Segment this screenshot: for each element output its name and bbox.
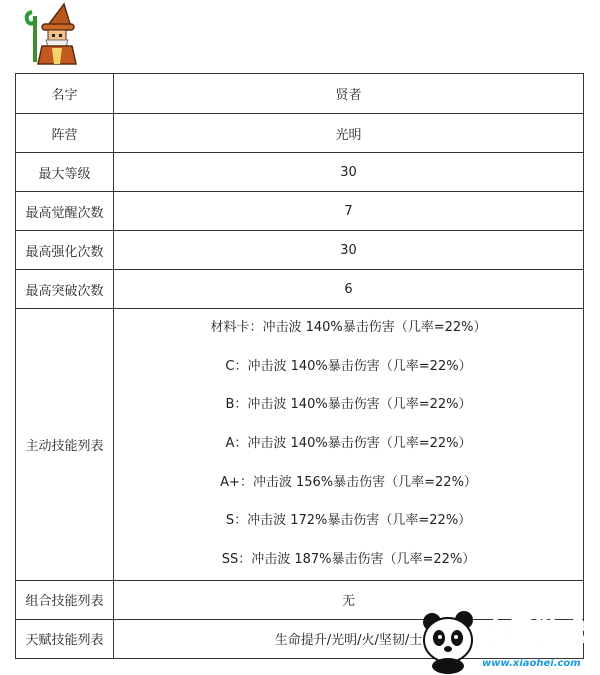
row-label-combo-skills: 组合技能列表: [16, 580, 114, 619]
row-value-max-enhance: 30: [114, 231, 584, 270]
character-info-table: [15, 73, 587, 659]
skill-entry: C：冲击波 140%暴击伤害（几率=22%）: [225, 358, 472, 374]
skill-entry: SS：冲击波 187%暴击伤害（几率=22%）: [221, 552, 476, 568]
skill-entry: S：冲击波 172%暴击伤害（几率=22%）: [225, 513, 472, 529]
logo-text: 小黑游戏: [482, 617, 587, 647]
row-value-talent-skills: 生命提升/光明/火/坚韧/士: [114, 619, 584, 658]
row-value-faction: 光明: [114, 114, 584, 153]
table-row: [16, 309, 584, 581]
row-label-active-skills: 主动技能列表: [16, 309, 114, 581]
skill-entry: 材料卡：冲击波 140%暴击伤害（几率=22%）: [210, 320, 487, 335]
row-label-faction: 阵营: [16, 114, 114, 153]
row-label-max-enhance: 最高强化次数: [16, 231, 114, 270]
row-label-max-level: 最大等级: [16, 153, 114, 192]
row-value-combo-skills: 无: [114, 580, 584, 619]
table-row: [16, 153, 584, 192]
panda-icon: [423, 611, 473, 674]
table-row: [16, 270, 584, 309]
row-value-max-level: 30: [114, 153, 584, 192]
table-row: [16, 192, 584, 231]
xiaohei-watermark-logo: [412, 600, 600, 675]
row-value-max-awaken: 7: [114, 192, 584, 231]
row-label-name: 名字: [16, 74, 114, 114]
table-row: [16, 74, 584, 114]
table-row: [16, 231, 584, 270]
row-label-max-awaken: 最高觉醒次数: [16, 192, 114, 231]
table-row: [16, 114, 584, 153]
skill-entry: A+：冲击波 156%暴击伤害（几率=22%）: [220, 474, 477, 490]
skill-entry: A：冲击波 140%暴击伤害（几率=22%）: [225, 436, 472, 452]
row-value-name: 贤者: [114, 74, 584, 114]
row-label-talent-skills: 天赋技能列表: [16, 619, 114, 658]
wizard-avatar-icon: [18, 2, 82, 66]
row-label-max-breakthrough: 最高突破次数: [16, 270, 114, 309]
logo-url: www.xiaohei.com: [482, 658, 581, 669]
row-value-max-breakthrough: 6: [114, 270, 584, 309]
skill-entry: B：冲击波 140%暴击伤害（几率=22%）: [225, 397, 472, 413]
row-value-active-skills: [114, 309, 584, 581]
